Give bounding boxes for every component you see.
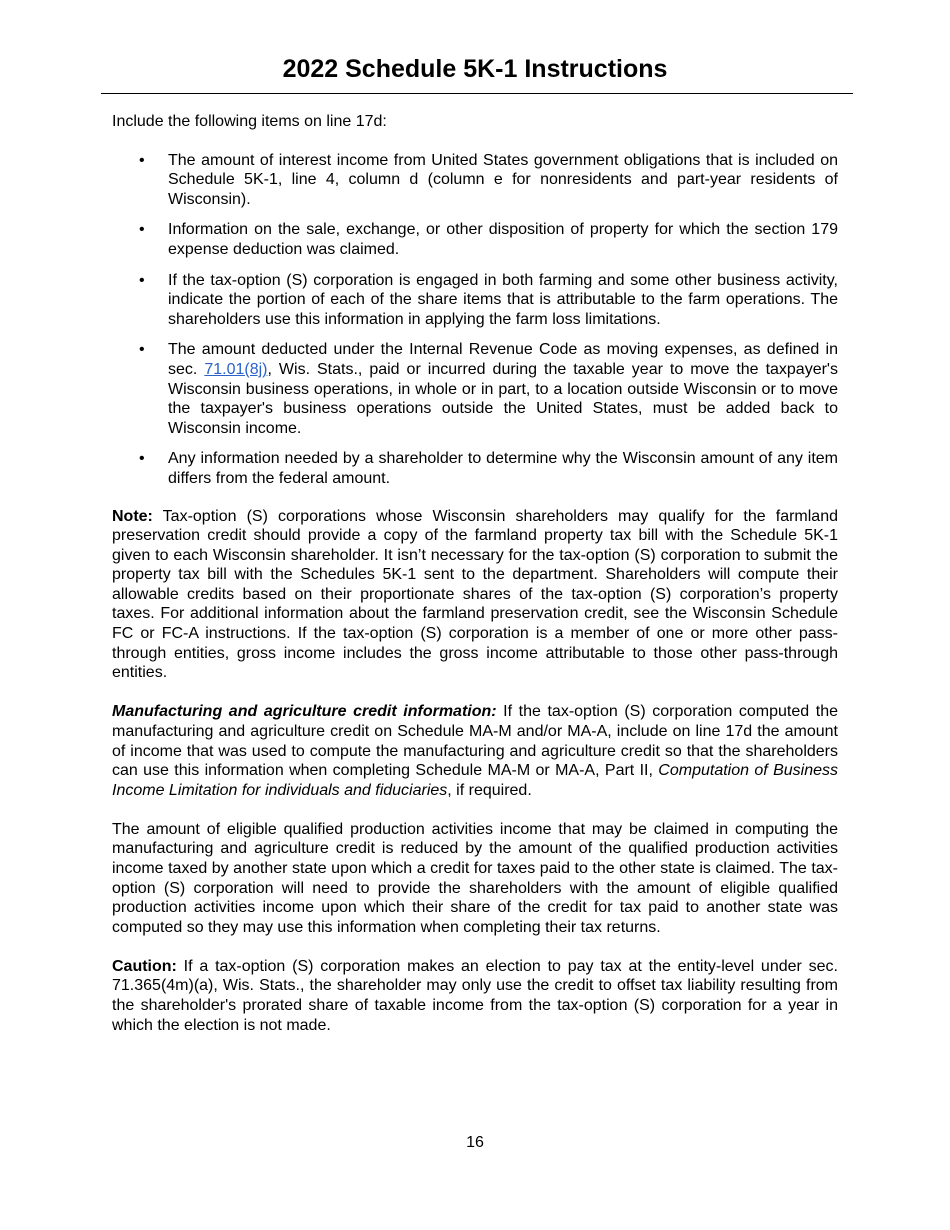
manufacturing-credit-paragraph: [112, 702, 838, 800]
manufacturing-credit-tail: , if required.: [447, 781, 532, 799]
statute-link-71-01-8j[interactable]: 71.01(8j): [204, 360, 268, 378]
list-item: [112, 340, 838, 438]
manufacturing-credit-italic-title: Computation of Business Income Limitation for individuals and fiduciaries: [112, 762, 838, 799]
list-item: [112, 151, 838, 210]
list-item-text: Any information needed by a shareholder to determine why the Wisconsin amount of any item differs from the federal amount.: [168, 450, 838, 487]
page-title: 2022 Schedule 5K-1 Instructions: [282, 55, 668, 83]
list-item-text-before-link: The amount deducted under the Internal Revenue Code as moving expenses, as defined in sec.: [168, 341, 838, 378]
bullet-icon: •: [139, 151, 145, 169]
line-17d-items-list: [112, 151, 838, 489]
eligible-income-paragraph: The amount of eligible qualified production activities income that may be claimed in computing the manufacturing and agriculture credit is reduced by the amount of the qualified production activities income taxed by another state upon which a credit for taxes paid to the other state is claimed. The tax-option (S) corporation will need to provide the shareholders with the amount of eligible qualified production activities income upon which their share of the credit for tax paid to another state was computed so they may use this information when completing their tax returns.: [112, 820, 838, 936]
page-number: 16: [466, 1134, 484, 1151]
list-item: [112, 271, 838, 330]
bullet-icon: •: [139, 221, 145, 239]
caution-label: Caution:: [112, 957, 177, 975]
list-item-text-after-link: , Wis. Stats., paid or incurred during the taxable year to move the taxpayer's Wisconsin business operations, in whole or in part, to a location outside Wisconsin or to move the taxpayer's business operations outside the United States, must be added back to Wisconsin income.: [168, 360, 838, 437]
note-paragraph: [112, 507, 838, 683]
manufacturing-credit-text: If the tax-option (S) corporation computed the manufacturing and agriculture credit on Schedule MA-M and/or MA-A, include on line 17d the amount of income that was used to compute the manufacturing and agriculture credit so that the shareholders can use this information when completing Schedule MA-M or MA-A, Part II,: [112, 703, 838, 780]
note-text: Tax-option (S) corporations whose Wisconsin shareholders may qualify for the farmland preservation credit should provide a copy of the farmland property tax bill with the Schedule 5K-1 given to each Wisconsin shareholder. It isn’t necessary for the tax-option (S) corporation to submit the property tax bill with the Schedules 5K-1 sent to the department. Shareholders will compute their allowable credits based on their proportionate shares of the tax-option (S) corporation’s property taxes. For additional information about the farmland preservation credit, see the Wisconsin Schedule FC or FC-A instructions. If the tax-option (S) corporation is a member of one or more other pass-through entities, gross income includes the gross income attributable to those other pass-through entities.: [112, 507, 838, 682]
list-item: [112, 449, 838, 488]
manufacturing-credit-label: Manufacturing and agriculture credit information:: [112, 703, 497, 721]
caution-text: If a tax-option (S) corporation makes an election to pay tax at the entity-level under sec. 71.365(4m)(a), Wis. Stats., the shareholder may only use the credit to offset tax liability resulting from the shareholder's prorated share of taxable income from the tax-option (S) corporation for a year in which the election is not made.: [112, 957, 838, 1034]
document-body: [112, 112, 838, 1055]
intro-text: Include the following items on line 17d:: [112, 113, 387, 130]
bullet-icon: •: [139, 341, 145, 359]
bullet-icon: •: [139, 450, 145, 468]
bullet-icon: •: [139, 271, 145, 289]
note-label: Note:: [112, 507, 153, 525]
list-item: [112, 220, 838, 259]
list-item-text: The amount of interest income from United States government obligations that is included on Schedule 5K-1, line 4, column d (column e for nonresidents and part-year residents of Wisconsin).: [168, 151, 838, 208]
list-item-text: Information on the sale, exchange, or other disposition of property for which the section 179 expense deduction was claimed.: [168, 221, 838, 258]
list-item-text: If the tax-option (S) corporation is engaged in both farming and some other business activity, indicate the portion of each of the share items that is attributable to the farm operations. The shareholders use this information in applying the farm loss limitations.: [168, 271, 838, 328]
title-divider: [101, 93, 853, 94]
caution-paragraph: [112, 957, 838, 1035]
